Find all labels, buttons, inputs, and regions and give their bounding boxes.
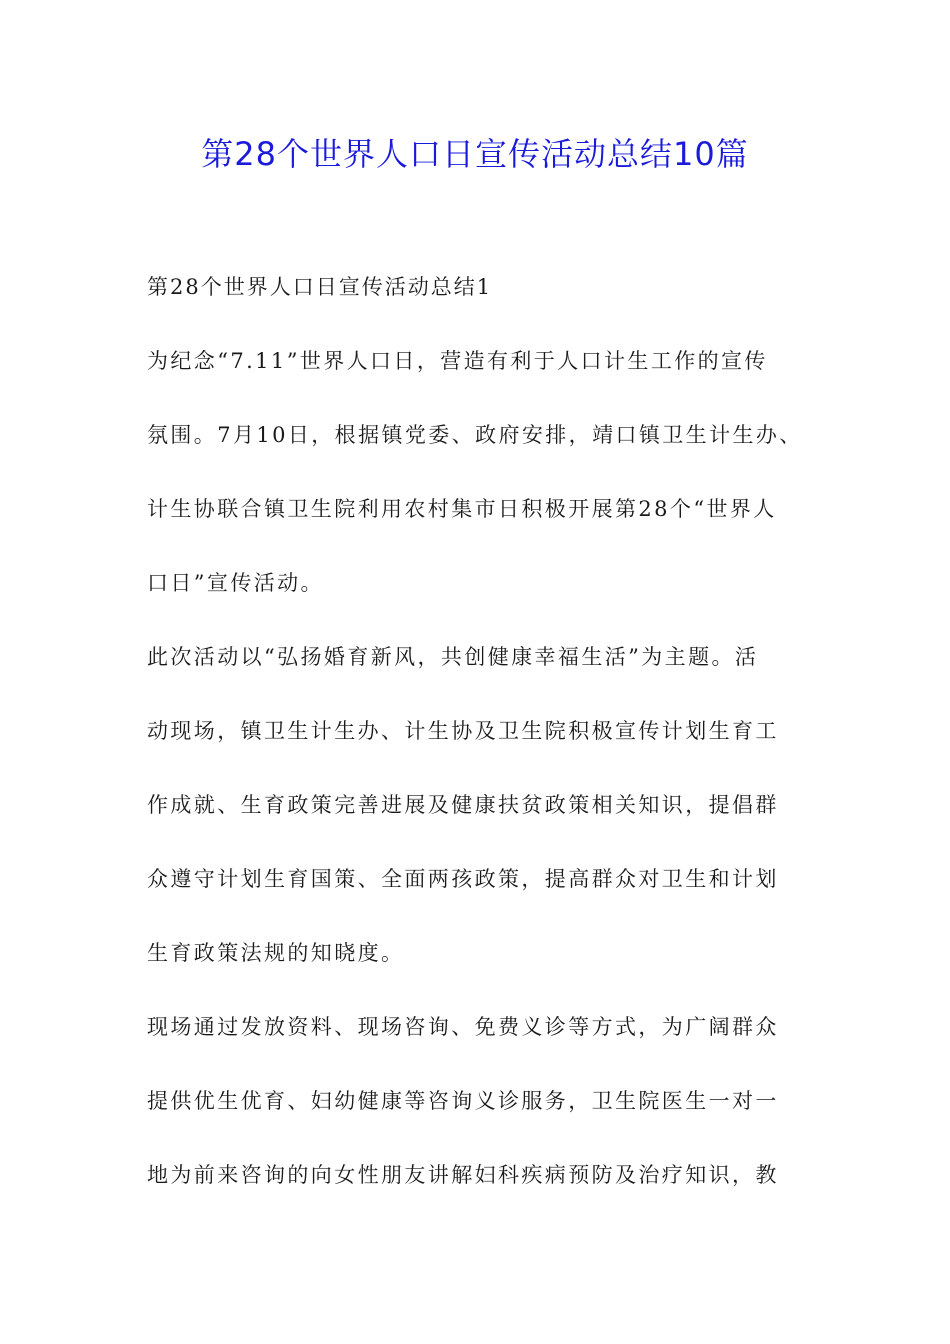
paragraph-line: 为纪念“7.11”世界人口日，营造有利于人口计生工作的宣传 [147, 349, 768, 373]
paragraph-line: 作成就、生育政策完善进展及健康扶贫政策相关知识，提倡群 [147, 793, 779, 817]
paragraph-line: 生育政策法规的知晓度。 [147, 941, 405, 965]
paragraph-line: 此次活动以“弘扬婚育新风，共创健康幸福生活”为主题。活 [147, 645, 759, 669]
paragraph-line: 众遵守计划生育国策、全面两孩政策，提高群众对卫生和计划 [147, 867, 779, 891]
paragraph-line: 现场通过发放资料、现场咨询、免费义诊等方式，为广阔群众 [147, 1015, 779, 1039]
paragraph-line: 计生协联合镇卫生院利用农村集市日积极开展第28个“世界人 [147, 497, 777, 521]
paragraph-line: 提供优生优育、妇幼健康等咨询义诊服务，卫生院医生一对一 [147, 1089, 779, 1113]
document-body [147, 262, 819, 1224]
paragraph-line: 地为前来咨询的向女性朋友讲解妇科疾病预防及治疗知识，教 [147, 1163, 779, 1187]
section-heading: 第28个世界人口日宣传活动总结1 [147, 275, 493, 299]
paragraph-line: 动现场，镇卫生计生办、计生协及卫生院积极宣传计划生育工 [147, 719, 779, 743]
document-title: 第28个世界人口日宣传活动总结10篇 [201, 135, 749, 173]
paragraph-line: 氛围。7月10日，根据镇党委、政府安排，靖口镇卫生计生办、 [147, 423, 803, 447]
paragraph-line: 口日”宣传活动。 [147, 571, 324, 595]
